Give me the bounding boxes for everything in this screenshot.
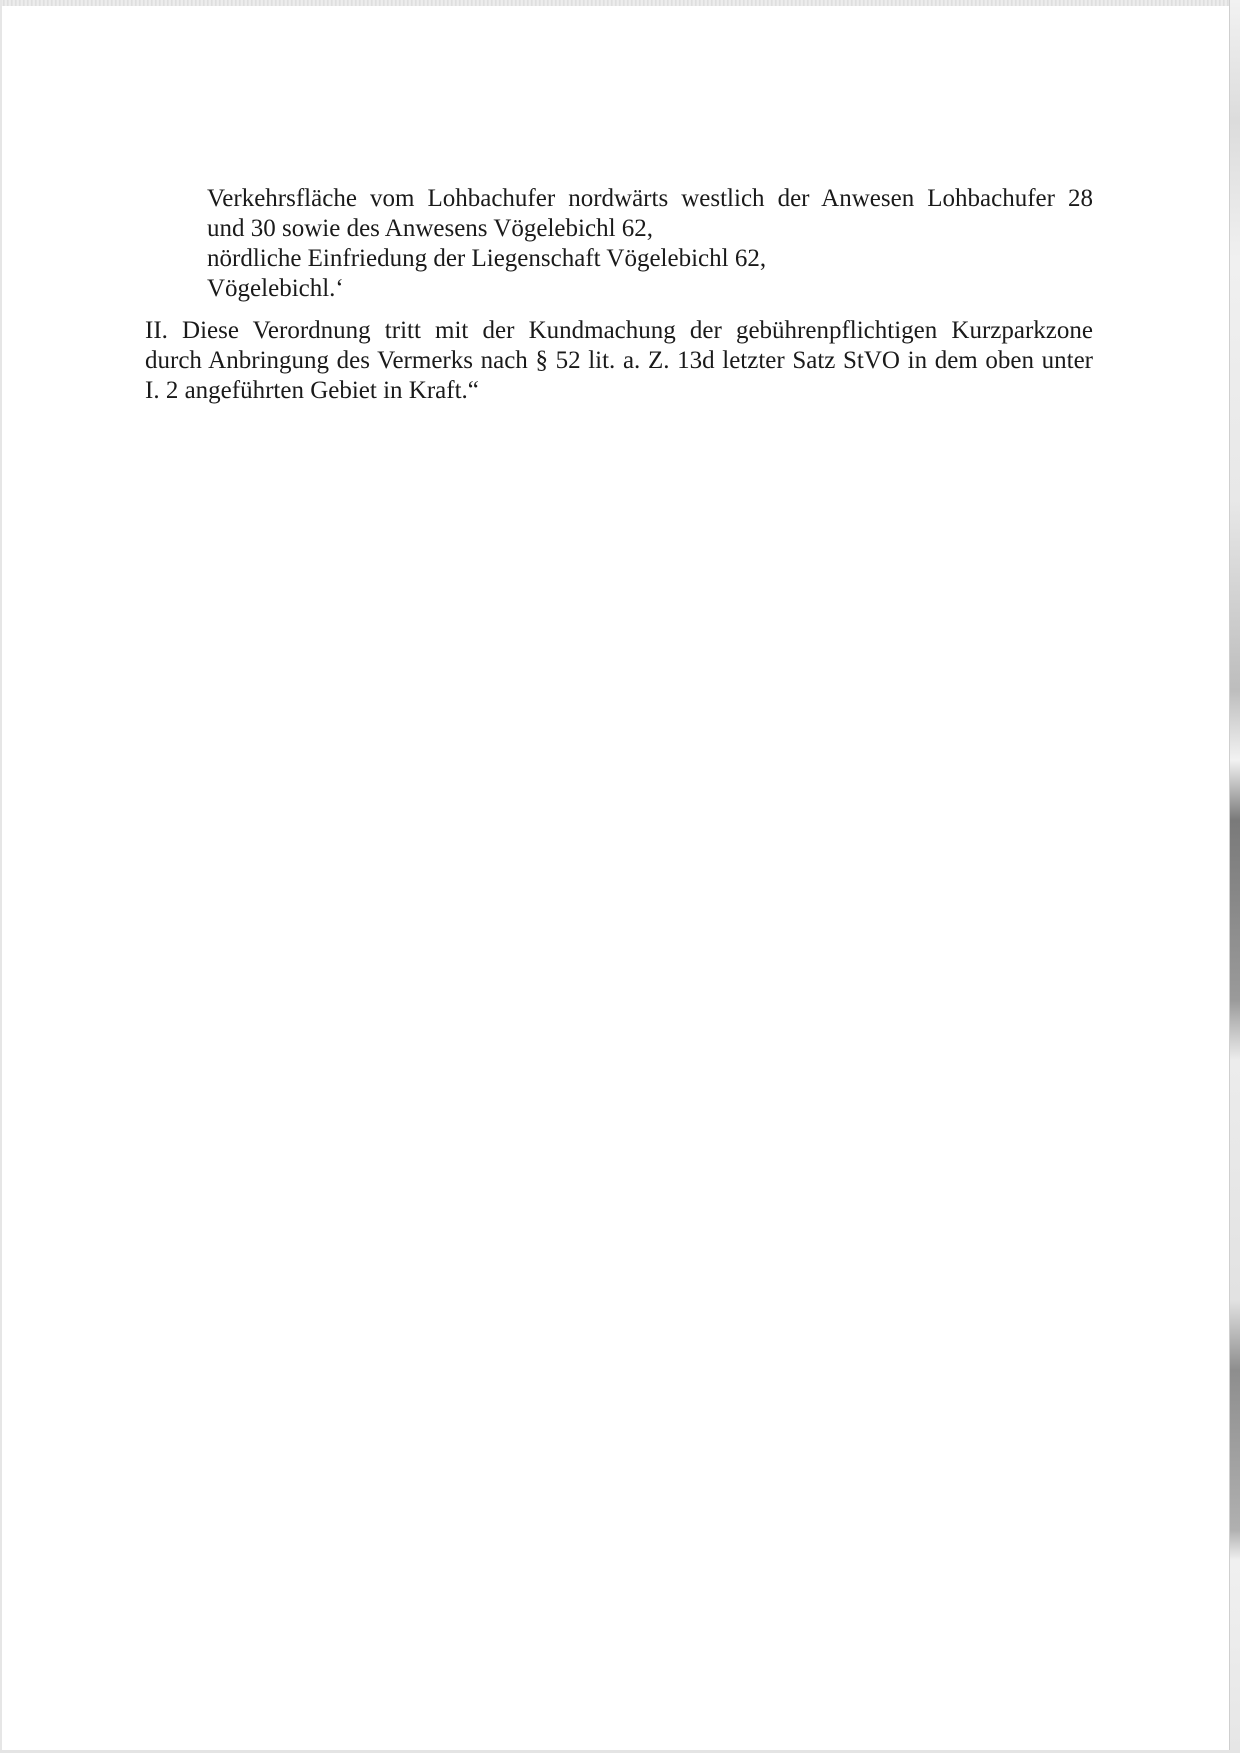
text-line: Vögelebichl.‘ — [207, 275, 344, 302]
text-line: II. Diese Verordnung tritt mit der Kundmachung der gebührenpflichtigen Kurzparkzone — [145, 317, 1093, 344]
text-line: durch Anbringung des Vermerks nach § 52 lit. a. Z. 13d letzter Satz StVO in dem oben unter — [145, 347, 1093, 374]
section-ii-paragraph — [145, 316, 1093, 406]
text-line: und 30 sowie des Anwesens Vögelebichl 62, — [207, 215, 654, 242]
indented-street-description — [207, 184, 1093, 304]
scan-right-edge — [1230, 0, 1240, 1753]
text-line: Verkehrsfläche vom Lohbachufer nordwärts westlich der Anwesen Lohbachufer 28 — [207, 185, 1093, 212]
text-line: I. 2 angeführten Gebiet in Kraft.“ — [145, 377, 479, 404]
text-line: nördliche Einfriedung der Liegenschaft Vögelebichl 62, — [207, 245, 767, 272]
scan-left-edge — [0, 0, 2, 1753]
scan-top-edge — [0, 0, 1240, 6]
